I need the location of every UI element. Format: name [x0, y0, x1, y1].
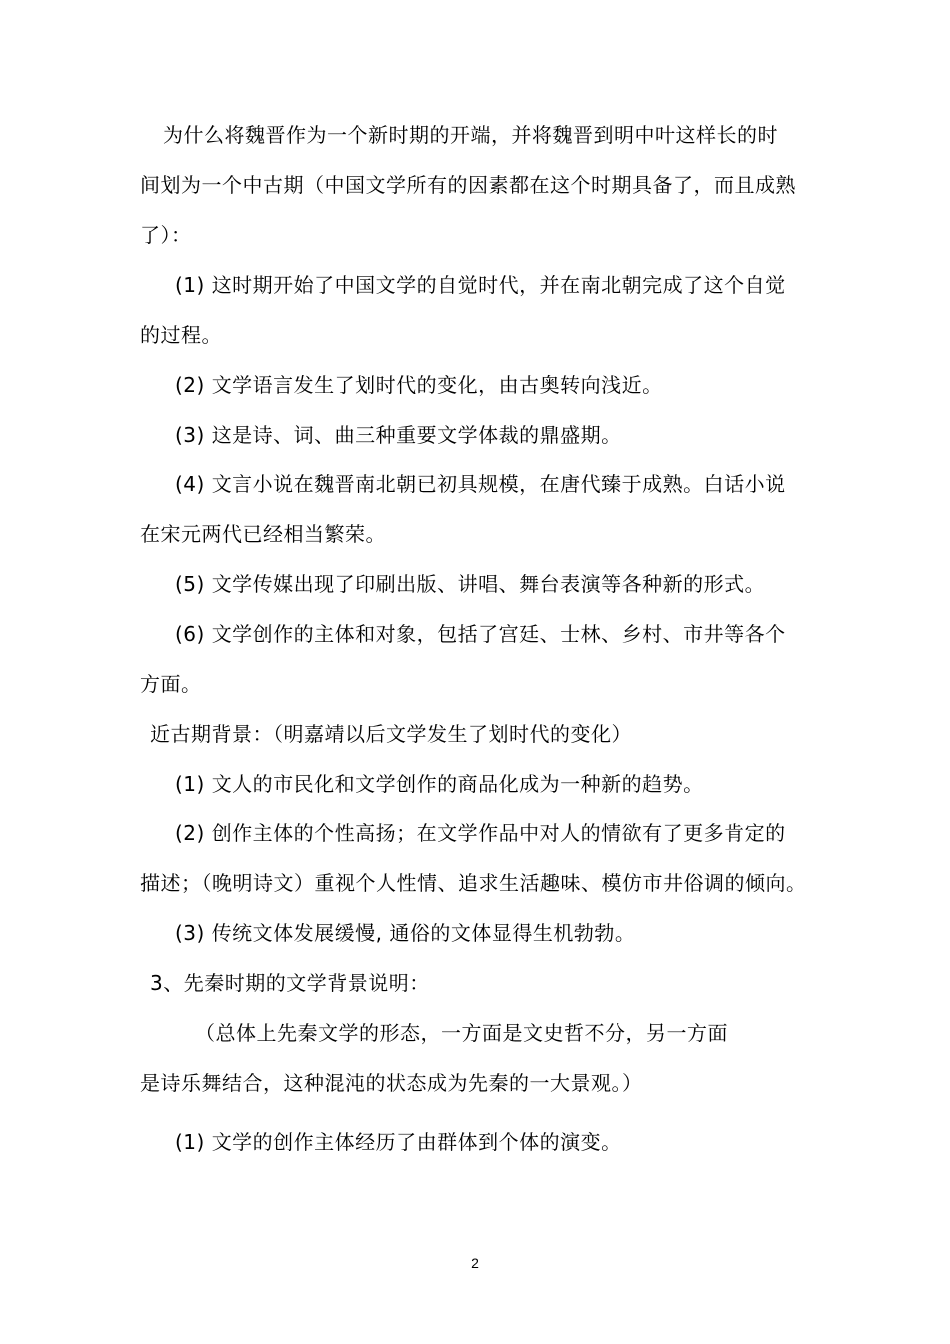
paragraph-intro-line-2: 间划为一个中古期（中国文学所有的因素都在这个时期具备了，而且成熟: [140, 173, 796, 197]
mid-period-item-6-line-2: 方面。: [140, 672, 202, 696]
mid-period-item-6-line-1: (6) 文学创作的主体和对象，包括了宫廷、士林、乡村、市井等各个: [175, 622, 786, 646]
recent-period-item-1: (1) 文人的市民化和文学创作的商品化成为一种新的趋势。: [175, 772, 704, 796]
paragraph-intro-line-3: 了）：: [140, 223, 192, 247]
recent-period-item-2-line-2: 描述；（晚明诗文）重视个人性情、追求生活趣味、模仿市井俗调的倾向。: [140, 871, 807, 895]
recent-period-item-3: (3) 传统文体发展缓慢, 通俗的文体显得生机勃勃。: [175, 921, 636, 945]
mid-period-item-5: (5) 文学传媒出现了印刷出版、讲唱、舞台表演等各种新的形式。: [175, 572, 766, 596]
pre-qin-item-1: (1) 文学的创作主体经历了由群体到个体的演变。: [175, 1130, 622, 1154]
mid-period-item-1-line-1: (1) 这时期开始了中国文学的自觉时代，并在南北朝完成了这个自觉: [175, 273, 786, 297]
mid-period-item-4-line-2: 在宋元两代已经相当繁荣。: [140, 522, 386, 546]
mid-period-item-3: (3) 这是诗、词、曲三种重要文学体裁的鼎盛期。: [175, 423, 622, 447]
mid-period-item-2: (2) 文学语言发生了划时代的变化，由古奥转向浅近。: [175, 373, 663, 397]
mid-period-item-4-line-1: (4) 文言小说在魏晋南北朝已初具规模，在唐代臻于成熟。白话小说: [175, 472, 786, 496]
recent-period-item-2-line-1: (2) 创作主体的个性高扬；在文学作品中对人的情欲有了更多肯定的: [175, 821, 786, 845]
pre-qin-note-line-1: （总体上先秦文学的形态，一方面是文史哲不分，另一方面: [195, 1021, 728, 1045]
paragraph-intro-line-1: 为什么将魏晋作为一个新时期的开端，并将魏晋到明中叶这样长的时: [163, 123, 778, 147]
recent-period-heading: 近古期背景：（明嘉靖以后文学发生了划时代的变化）: [150, 722, 632, 746]
page-number: 2: [471, 1255, 479, 1271]
section-3-heading: 3、先秦时期的文学背景说明：: [150, 971, 430, 995]
mid-period-item-1-line-2: 的过程。: [140, 323, 222, 347]
pre-qin-note-line-2: 是诗乐舞结合，这种混沌的状态成为先秦的一大景观。）: [140, 1071, 643, 1095]
